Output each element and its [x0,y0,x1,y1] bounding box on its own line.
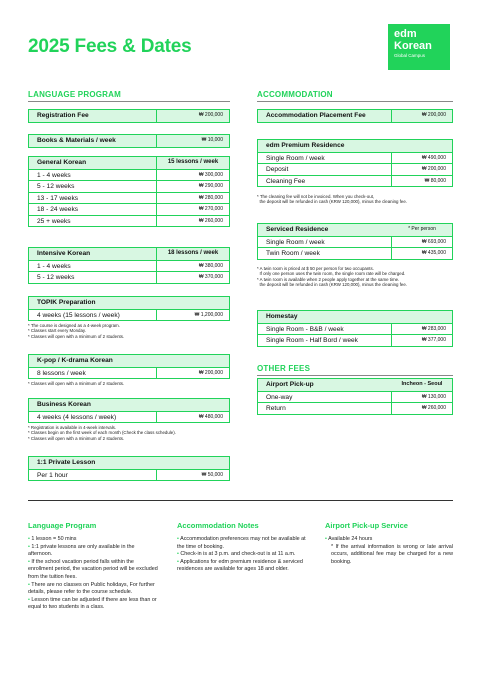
serviced-notes [257,266,407,288]
note-item: • 1:1 private lessons are only available in the afternoon. [28,543,135,558]
row-label: 18 - 24 weeks [29,204,157,215]
row-price: ₩ 435,000 [421,250,446,256]
language-program-notes [28,521,160,612]
brand-logo [388,24,450,70]
registration-fee-table [28,109,230,123]
table-header-right: * Per person [408,226,436,232]
note-line: * Classes will open with a minimum of 2 students. [28,381,125,386]
row-label: Single Room / week [258,237,392,248]
table-header: Business Korean [37,401,91,408]
table-header: K-pop / K-drama Korean [37,357,113,364]
section-language-program: LANGUAGE PROGRAM [28,90,121,99]
row-label: Registration Fee [29,110,157,122]
note-item: • Lesson time can be adjusted if there are less than or equal to two students in a class. [28,596,157,611]
note-item: * If the arrival information is wrong or late arrival occurs, additional fee may be charged for a new booking. [331,543,453,565]
airport-pickup-notes [325,521,453,566]
logo-line-2: Korean [394,40,432,52]
premium-residence-table [257,139,453,187]
private-lesson-table [28,456,230,481]
row-price: ₩ 260,000 [198,217,223,224]
table-header: Intensive Korean [29,248,157,260]
notes-heading: Airport Pick-up Service [325,521,408,530]
note-line: * A twin room is available when 2 people apply together at the same time. [257,276,400,282]
notes-heading: Language Program [28,521,97,530]
row-label: 5 - 12 weeks [29,181,157,192]
row-price: ₩ 380,000 [198,262,223,269]
row-label: One-way [258,392,392,403]
section-other-fees: OTHER FEES [257,364,311,373]
note-line: * The course is designed as a 4-week program. [28,323,120,328]
row-label: 5 - 12 weeks [29,272,157,283]
row-price: ₩ 283,000 [421,325,446,332]
page-title: 2025 Fees & Dates [28,36,192,57]
row-price: ₩ 480,000 [198,413,223,420]
homestay-table [257,310,453,347]
topik-table [28,296,230,321]
section-rule [257,375,453,376]
row-label: 1 - 4 weeks [29,261,157,272]
row-label: Per 1 hour [29,470,157,481]
row-price: ₩ 370,000 [198,274,223,280]
intensive-korean-table [28,247,230,284]
note-item: • There are no classes on Public holidays, For further details, please refer to the course schedule. [28,581,155,596]
note-item: • Applications for edm premium residence & serviced residences are available for ages 18 and older. [177,558,303,573]
table-header: 1:1 Private Lesson [37,459,96,466]
table-header: Homestay [266,313,298,320]
table-header-right: Incheon - Seoul [401,381,443,387]
section-rule [257,101,453,102]
row-label: 1 - 4 weeks [29,170,157,181]
row-label: Cleaning Fee [258,176,392,187]
row-label: 13 - 17 weeks [29,193,157,204]
kpop-table [28,354,230,379]
row-label: Single Room - Half Bord / week [258,335,392,346]
logo-line-3: Global Campus [394,53,426,58]
section-rule [28,101,230,102]
table-header: Airport Pick-up [266,381,314,388]
row-price: ₩ 270,000 [198,206,223,212]
note-line: * Classes will open with a minimum of 2 students. [28,333,125,339]
note-item: • Accommodation preferences may not be available at the time of booking. [177,536,306,550]
row-price: ₩ 200,000 [198,369,223,376]
note-line: If only one person uses the twin room, the single room rate will be charged. [257,271,406,277]
books-table [28,134,230,148]
row-price: ₩ 377,000 [421,337,446,343]
note-line: the deposit will be refunded in cash (KRW 120,000), minus the cleaning fee. [257,282,408,288]
accommodation-notes [177,521,309,574]
kpop-notes [28,381,124,386]
row-label: 25 + weeks [29,216,157,227]
section-divider [28,500,453,501]
premium-notes [257,194,407,205]
note-item: • 1 lesson = 50 mins [28,536,77,542]
row-label: 8 lessons / week [29,368,157,379]
section-accommodation: ACCOMMODATION [257,90,333,99]
row-price: ₩ 200,000 [198,112,223,118]
row-label: Books & Materials / week [29,135,157,147]
table-header-right: 15 lessons / week [167,159,219,165]
row-price: ₩ 280,000 [198,194,223,201]
airport-pickup-table [257,378,453,415]
row-price: ₩ 10,000 [201,137,223,143]
row-price: ₩ 260,000 [421,405,446,411]
table-header-right: 18 lessons / week [167,250,219,256]
note-item: • Check-in is at 3 p.m. and check-out is at 11 a.m. [177,551,296,558]
table-header: edm Premium Residence [266,142,345,149]
row-price: ₩ 693,000 [421,238,446,245]
table-header: General Korean [29,157,157,169]
note-line: * Classes begin on the first week of each month (Check the class schedule). [28,430,176,436]
row-price: ₩ 490,000 [421,154,446,161]
row-label: Twin Room / week [258,248,392,259]
row-label: 4 weeks (15 lessons / week) [29,310,157,321]
row-label: Single Room - B&B / week [258,324,392,335]
note-line: * The cleaning fee will not be invoiced. When you check-out, [257,194,375,199]
row-price: ₩ 300,000 [198,171,223,178]
row-price: ₩ 50,000 [201,471,223,478]
row-price: ₩ 1,200,000 [194,311,223,318]
note-line: * Registration is available in 4-week intervals. [28,425,117,430]
notes-heading: Accommodation Notes [177,521,259,530]
row-price: ₩ 200,000 [421,166,446,172]
placement-fee-table [257,109,453,123]
row-price: ₩ 80,000 [424,177,446,184]
note-item: • Available 24 hours [325,536,373,542]
note-line: * A twin room is priced at $ 50 per person for two occupants. [257,266,374,271]
note-line: the deposit will be refunded in cash (KRW 120,000), minus the cleaning fee. [257,199,408,205]
topik-notes [28,323,124,339]
table-header: Serviced Residence [266,226,329,233]
row-price: ₩ 200,000 [421,112,446,118]
logo-line-1: edm [394,28,417,40]
row-price: ₩ 290,000 [198,183,223,189]
note-item: • If the school vacation period falls within the enrollment period, the vacation period will be excluded from the tuition fees. [28,558,158,580]
row-label: Return [258,403,392,414]
row-label: Single Room / week [258,153,392,164]
note-line: * Classes will open with a minimum of 2 students. [28,435,125,441]
serviced-residence-table [257,223,453,260]
note-line: * Classes start every Monday. [28,328,86,334]
business-notes [28,425,176,441]
general-korean-table [28,156,230,227]
business-korean-table [28,398,230,423]
row-label: 4 weeks (4 lessons / week) [29,412,157,423]
row-label: Deposit [258,164,392,175]
row-label: Accommodation Placement Fee [258,110,392,122]
table-header: TOPIK Preparation [37,299,96,306]
row-price: ₩ 130,000 [421,393,446,400]
